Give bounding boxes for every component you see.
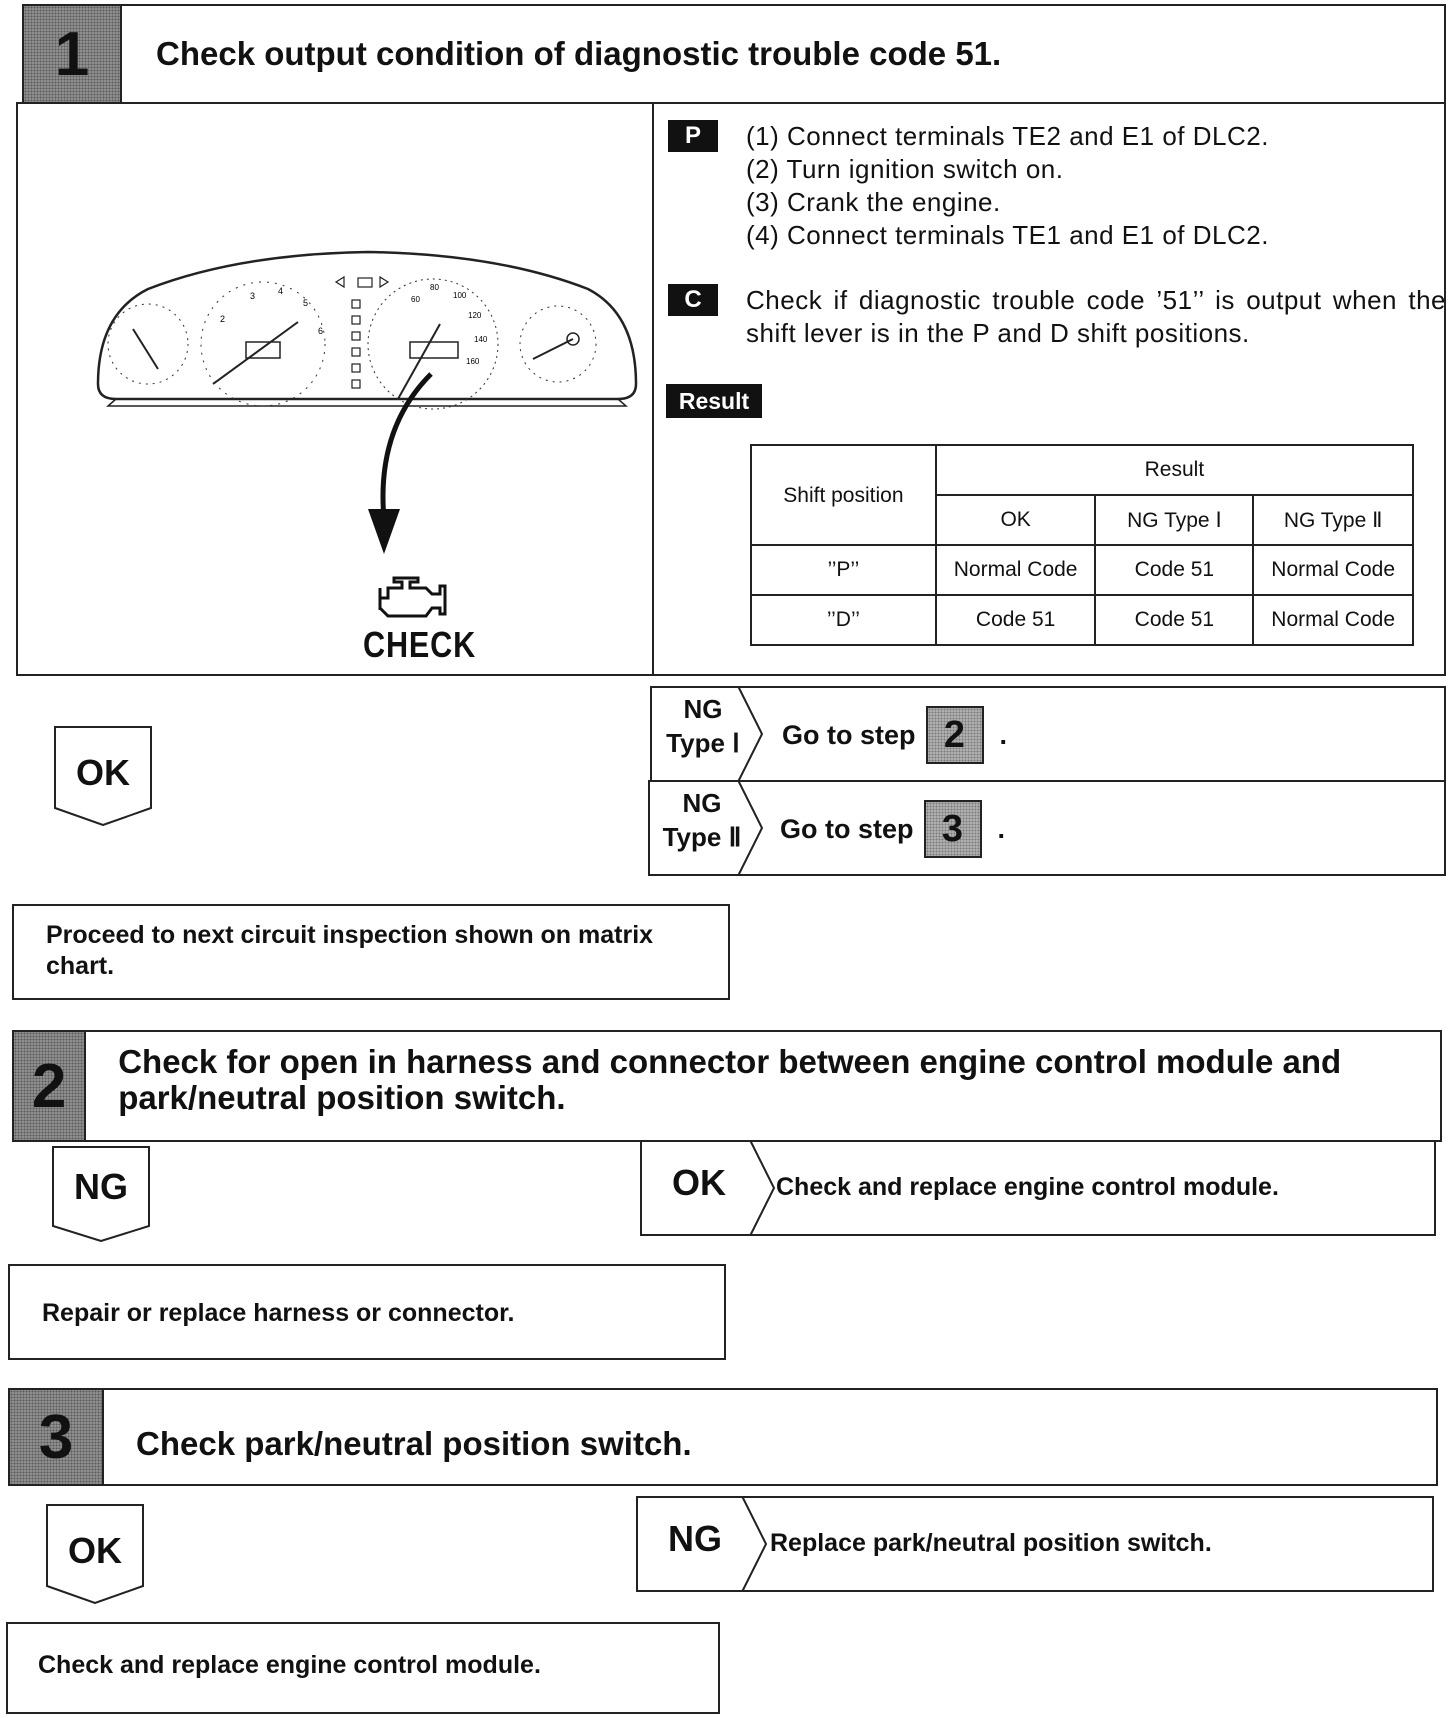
ng2-label — [656, 786, 748, 854]
step3-header — [8, 1388, 1438, 1486]
table-row — [751, 545, 1413, 595]
ng2-action-text: Go to step — [780, 813, 914, 844]
row-d-ng1: Code 51 — [1095, 595, 1253, 645]
ng-type-1-row — [650, 686, 1446, 782]
step3-ng-action: Replace park/neutral position switch. — [770, 1529, 1212, 1557]
svg-text:140: 140 — [474, 335, 488, 344]
prep-step-3: (3) Crank the engine. — [746, 187, 1001, 217]
step1-ok-label: OK — [76, 752, 130, 793]
row-p-ng2: Normal Code — [1253, 545, 1413, 595]
table-row — [751, 595, 1413, 645]
step2-header — [12, 1030, 1442, 1142]
row-d-ok: Code 51 — [936, 595, 1096, 645]
result-tag: Result — [666, 384, 762, 418]
prep-step-1: (1) Connect terminals TE2 and E1 of DLC2. — [746, 121, 1269, 151]
ng1-label-ng: NG — [683, 694, 723, 724]
ng2-period: . — [997, 813, 1006, 844]
ng2-action — [780, 800, 1005, 858]
step2-ok-chevron — [748, 1140, 778, 1236]
illustration-panel — [18, 104, 654, 674]
ng1-action-text: Go to step — [782, 719, 916, 750]
step3-ok-label: OK — [68, 1530, 122, 1571]
svg-text:120: 120 — [468, 311, 482, 320]
step2-ng-flag — [52, 1146, 150, 1242]
svg-text:80: 80 — [430, 283, 439, 292]
step1-ok-flag — [54, 726, 152, 826]
check-engine-icon — [370, 576, 460, 624]
check-text: Check if diagnostic trouble code ’51’’ is output when the shift lever is in the P and D shift positions. — [746, 285, 1446, 348]
goto-step-2-link[interactable]: 2 — [926, 706, 984, 764]
pointer-arrow — [336, 369, 456, 569]
prep-step-2: (2) Turn ignition switch on. — [746, 154, 1064, 184]
svg-text:5: 5 — [303, 298, 309, 308]
step1-title: Check output condition of diagnostic trouble code 51. — [156, 35, 1002, 72]
subheader-ok: OK — [936, 495, 1096, 545]
svg-text:6: 6 — [318, 326, 324, 336]
col-result: Result — [936, 445, 1413, 495]
step2-ok-label: OK — [672, 1162, 726, 1203]
step1-number: 1 — [24, 6, 122, 102]
step2-title: Check for open in harness and connector between engine control module and park/neutral position switch. — [118, 1043, 1342, 1116]
step2-ng-action: Repair or replace harness or connector. — [8, 1264, 726, 1360]
svg-text:160: 160 — [466, 357, 480, 366]
row-p-ng1: Code 51 — [1095, 545, 1253, 595]
subheader-ng-type-2: NG Type Ⅱ — [1253, 495, 1413, 545]
step3-ng-label: NG — [668, 1518, 722, 1559]
ng2-label-ng: NG — [682, 788, 722, 818]
check-lamp-label: CHECK — [363, 624, 477, 665]
prep-step-4: (4) Connect terminals TE1 and E1 of DLC2. — [746, 220, 1269, 250]
procedure-panel — [654, 104, 1444, 674]
result-table — [750, 444, 1414, 646]
step2-ok-action: Check and replace engine control module. — [776, 1173, 1279, 1201]
ng1-label — [658, 692, 748, 760]
col-shift-position: Shift position — [751, 445, 936, 545]
step3-title: Check park/neutral position switch. — [136, 1425, 692, 1462]
prep-tag: P — [668, 120, 718, 152]
goto-step-3-link[interactable]: 3 — [924, 800, 982, 858]
ng1-action — [782, 706, 1007, 764]
row-p-position: ’’P’’ — [751, 545, 936, 595]
svg-text:2: 2 — [220, 314, 226, 324]
step1-header — [22, 4, 1446, 104]
row-d-position: ’’D’’ — [751, 595, 936, 645]
step1-ok-action: Proceed to next circuit inspection shown on matrix chart. — [12, 904, 730, 1000]
step2-ok-row — [640, 1140, 1436, 1236]
svg-text:3: 3 — [250, 291, 256, 301]
subheader-ng-type-1: NG Type Ⅰ — [1095, 495, 1253, 545]
svg-text:60: 60 — [411, 295, 420, 304]
step1-body — [16, 102, 1446, 676]
step3-ng-row — [636, 1496, 1434, 1592]
svg-text:100: 100 — [453, 291, 467, 300]
prep-steps — [746, 120, 1269, 252]
ng-type-2-row — [648, 780, 1446, 876]
step3-ng-chevron — [740, 1496, 770, 1592]
row-d-ng2: Normal Code — [1253, 595, 1413, 645]
row-p-ok: Normal Code — [936, 545, 1096, 595]
svg-text:4: 4 — [278, 286, 284, 296]
step2-ng-label: NG — [74, 1166, 128, 1207]
step3-ok-action: Check and replace engine control module. — [6, 1622, 720, 1714]
ng1-label-type: Type Ⅰ — [666, 728, 740, 758]
step3-number: 3 — [10, 1390, 104, 1484]
check-tag: C — [668, 284, 718, 316]
step2-number: 2 — [14, 1032, 86, 1140]
ng1-period: . — [999, 719, 1008, 750]
ng2-label-type: Type Ⅱ — [662, 822, 742, 852]
step3-ok-flag — [46, 1504, 144, 1604]
